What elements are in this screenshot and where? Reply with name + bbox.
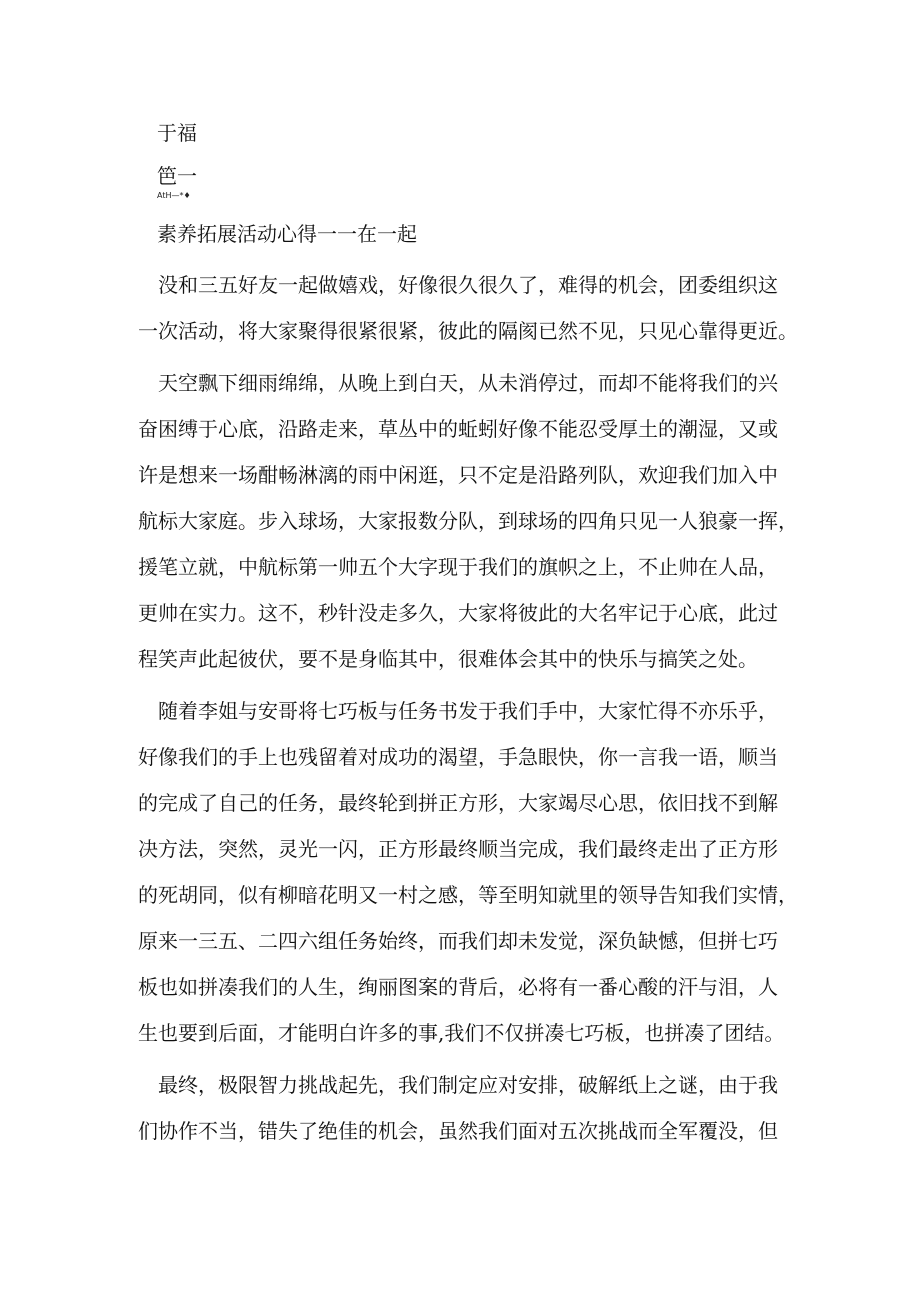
text-line: 原来一三五、二四六组任务始终，而我们却未发觉，深负缺憾，但拼七巧 xyxy=(138,929,778,953)
article-subtitle: 素养拓展活动心得一一在一起 xyxy=(157,222,417,246)
text-line: 生也要到后面，才能明白许多的事,我们不仅拼凑七巧板，也拼凑了团结。 xyxy=(138,1021,785,1045)
heading-yufu: 于福 xyxy=(157,121,197,145)
text-line: 们协作不当，错失了绝佳的机会，虽然我们面对五次挑战而全军覆没，但 xyxy=(138,1119,778,1143)
small-mark-text: AtH—*♦ xyxy=(157,191,191,200)
text-line: 决方法，突然，灵光一闪，正方形最终顺当完成，我们最终走出了正方形 xyxy=(138,837,778,861)
article-body xyxy=(138,262,798,1160)
heading-section-one: 笆一 xyxy=(157,164,197,188)
text-line: 程笑声此起彼伏，要不是身临其中，很难体会其中的快乐与搞笑之处。 xyxy=(138,647,758,671)
text-line: 许是想来一场酣畅淋漓的雨中闲逛，只不定是沿路列队，欢迎我们加入中 xyxy=(138,463,778,487)
text-line: 好像我们的手上也残留着对成功的渴望，手急眼快，你一言我一语，顺当 xyxy=(138,745,778,769)
paragraph xyxy=(138,1062,788,1154)
text-line: 一次活动，将大家聚得很紧很紧，彼此的隔阂已然不见，只见心靠得更近。 xyxy=(138,319,798,343)
paragraph xyxy=(138,360,798,682)
text-line: 更帅在实力。这不，秒针没走多久，大家将彼此的大名牢记于心底，此过 xyxy=(138,601,778,625)
text-line: 航标大家庭。步入球场，大家报数分队，到球场的四角只见一人狼豪一挥， xyxy=(138,509,798,533)
paragraph xyxy=(138,262,798,354)
text-line: 奋困缚于心底，沿路走来，草丛中的蚯蚓好像不能忍受厚土的潮湿，又或 xyxy=(138,417,778,441)
text-line: 天空飘下细雨绵绵，从晚上到白天，从未消停过，而却不能将我们的兴 xyxy=(158,371,778,395)
text-line: 板也如拼凑我们的人生，绚丽图案的背后，必将有一番心酸的汗与泪，人 xyxy=(138,975,778,999)
text-line: 没和三五好友一起做嬉戏，好像很久很久了，难得的机会，团委组织这 xyxy=(158,273,778,297)
paragraph xyxy=(138,688,798,1056)
text-line: 随着李姐与安哥将七巧板与任务书发于我们手中，大家忙得不亦乐乎， xyxy=(158,699,778,723)
text-line: 的死胡同，似有柳暗花明又一村之感，等至明知就里的领导告知我们实情， xyxy=(138,883,798,907)
text-line: 的完成了自己的任务，最终轮到拼正方形，大家竭尽心思，依旧找不到解 xyxy=(138,791,778,815)
text-line: 最终，极限智力挑战起先，我们制定应对安排，破解纸上之谜，由于我 xyxy=(158,1073,778,1097)
text-line: 援笔立就，中航标第一帅五个大字现于我们的旗帜之上，不止帅在人品， xyxy=(138,555,778,579)
